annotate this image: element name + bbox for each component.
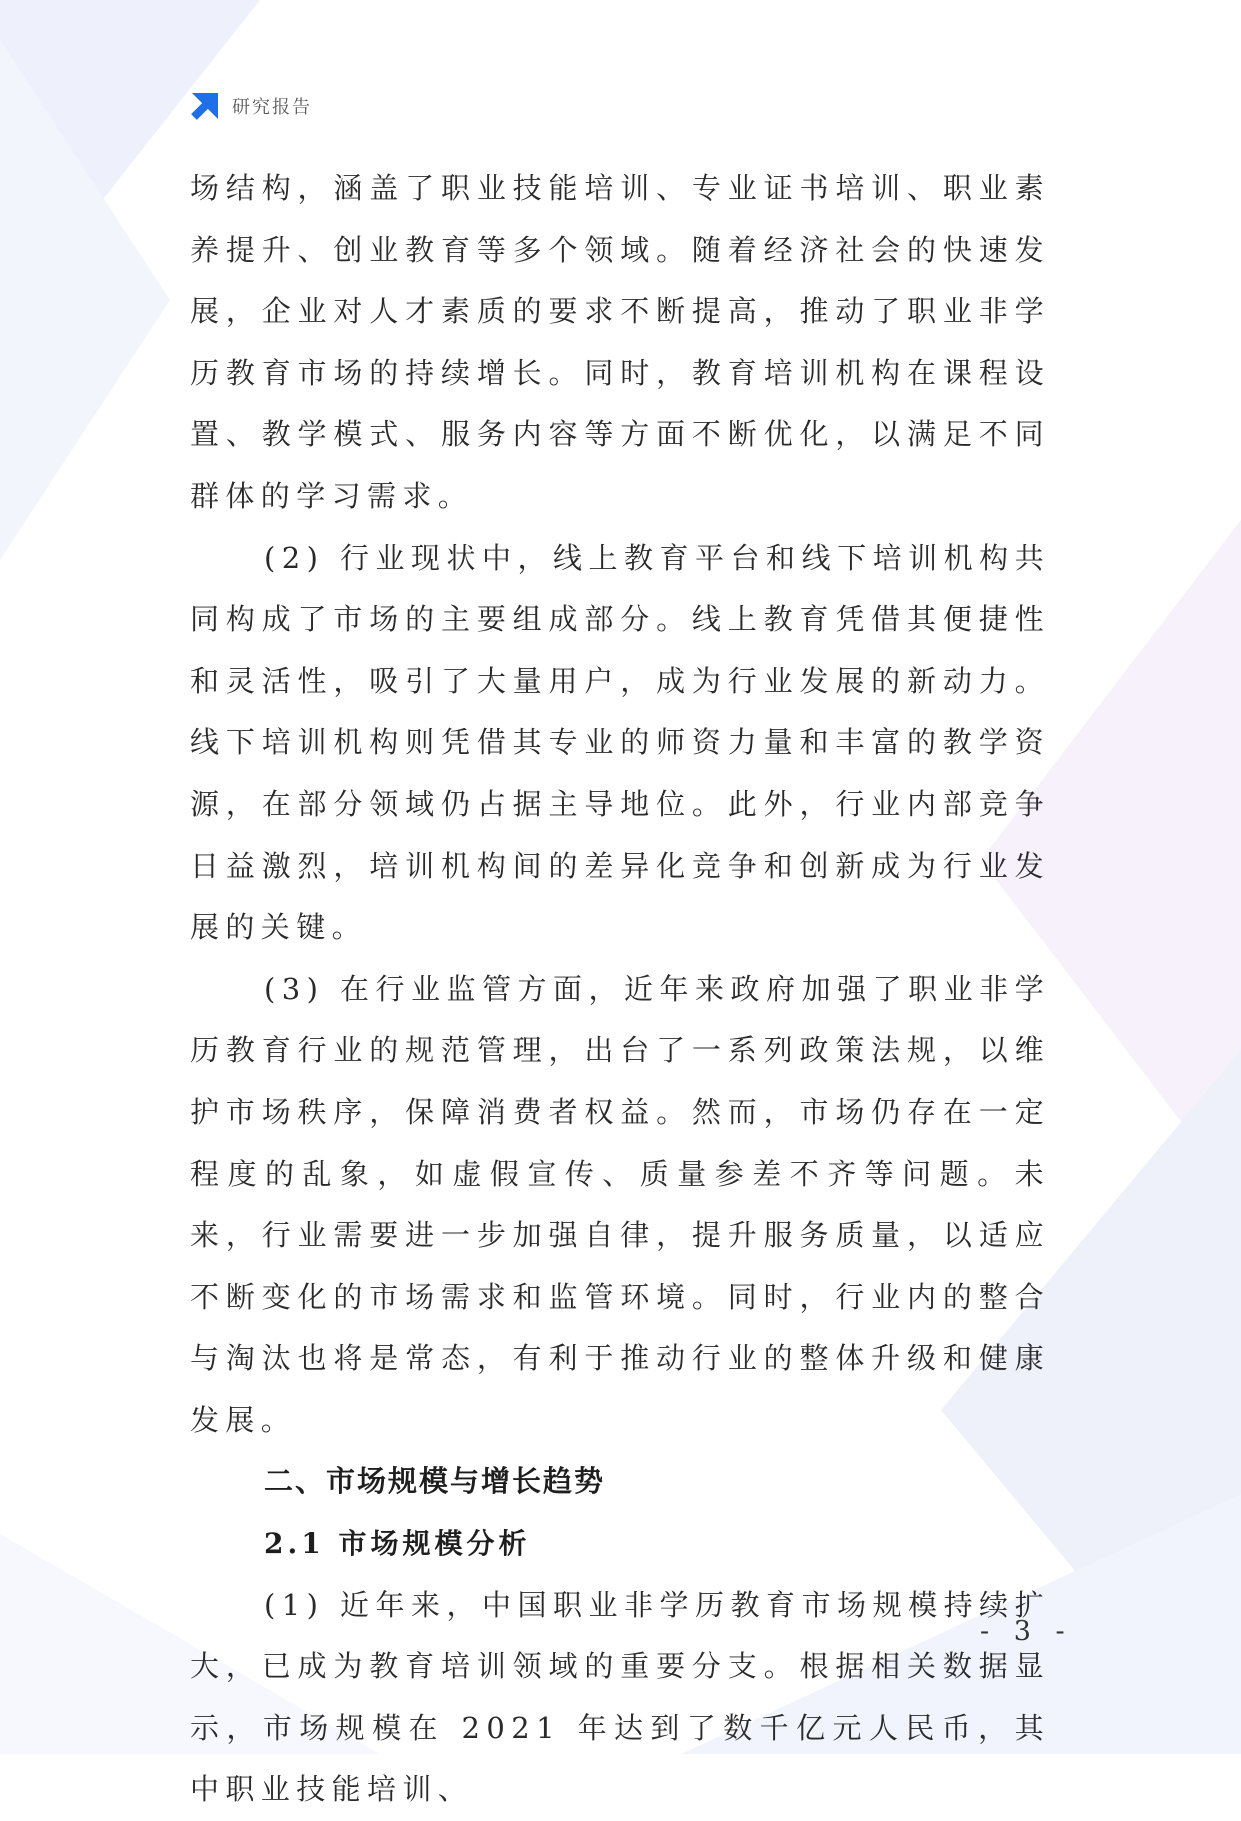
- paragraph-continued: 场结构，涵盖了职业技能培训、专业证书培训、职业素养提升、创业教育等多个领域。随着经济社会的快速发展，企业对人才素质的要求不断提高，推动了职业非学历教育市场的持续增长。同时，教育培训机构在课程设置、教学模式、服务内容等方面不断优化，以满足不同群体的学习需求。: [190, 171, 1050, 513]
- arrow-up-right-icon: [188, 89, 222, 123]
- section-heading: 二、市场规模与增长趋势: [264, 1464, 606, 1499]
- page-header: [188, 88, 312, 124]
- paragraph-regulation: (3) 在行业监管方面，近年来政府加强了职业非学历教育行业的规范管理，出台了一系列政策法规，以维护市场秩序，保障消费者权益。然而，市场仍存在一定程度的乱象，如虚假宣传、质量参差不齐等问题。未来，行业需要进一步加强自律，提升服务质量，以适应不断变化的市场需求和监管环境。同时，行业内的整合与淘汰也将是常态，有利于推动行业的整体升级和健康发展。: [190, 971, 1050, 1437]
- subsection-heading: 2.1 市场规模分析: [264, 1527, 531, 1561]
- header-label: 研究报告: [232, 97, 312, 118]
- background-triangle: [0, 40, 170, 560]
- paragraph-industry-status: (2) 行业现状中，线上教育平台和线下培训机构共同构成了市场的主要组成部分。线上教育凭借其便捷性和灵活性，吸引了大量用户，成为行业发展的新动力。线下培训机构则凭借其专业的师资力量和丰富的教学资源，在部分领域仍占据主导地位。此外，行业内部竞争日益激烈，培训机构间的差异化竞争和创新成为行业发展的关键。: [190, 540, 1050, 945]
- paragraph-market-size: (1) 近年来，中国职业非学历教育市场规模持续扩大，已成为教育培训领域的重要分支。根据相关数据显示，市场规模在 2021 年达到了数千亿元人民币，其中职业技能培训、: [190, 1587, 1050, 1807]
- page-number: - 3 -: [980, 1616, 1073, 1647]
- document-body: [190, 158, 1050, 1821]
